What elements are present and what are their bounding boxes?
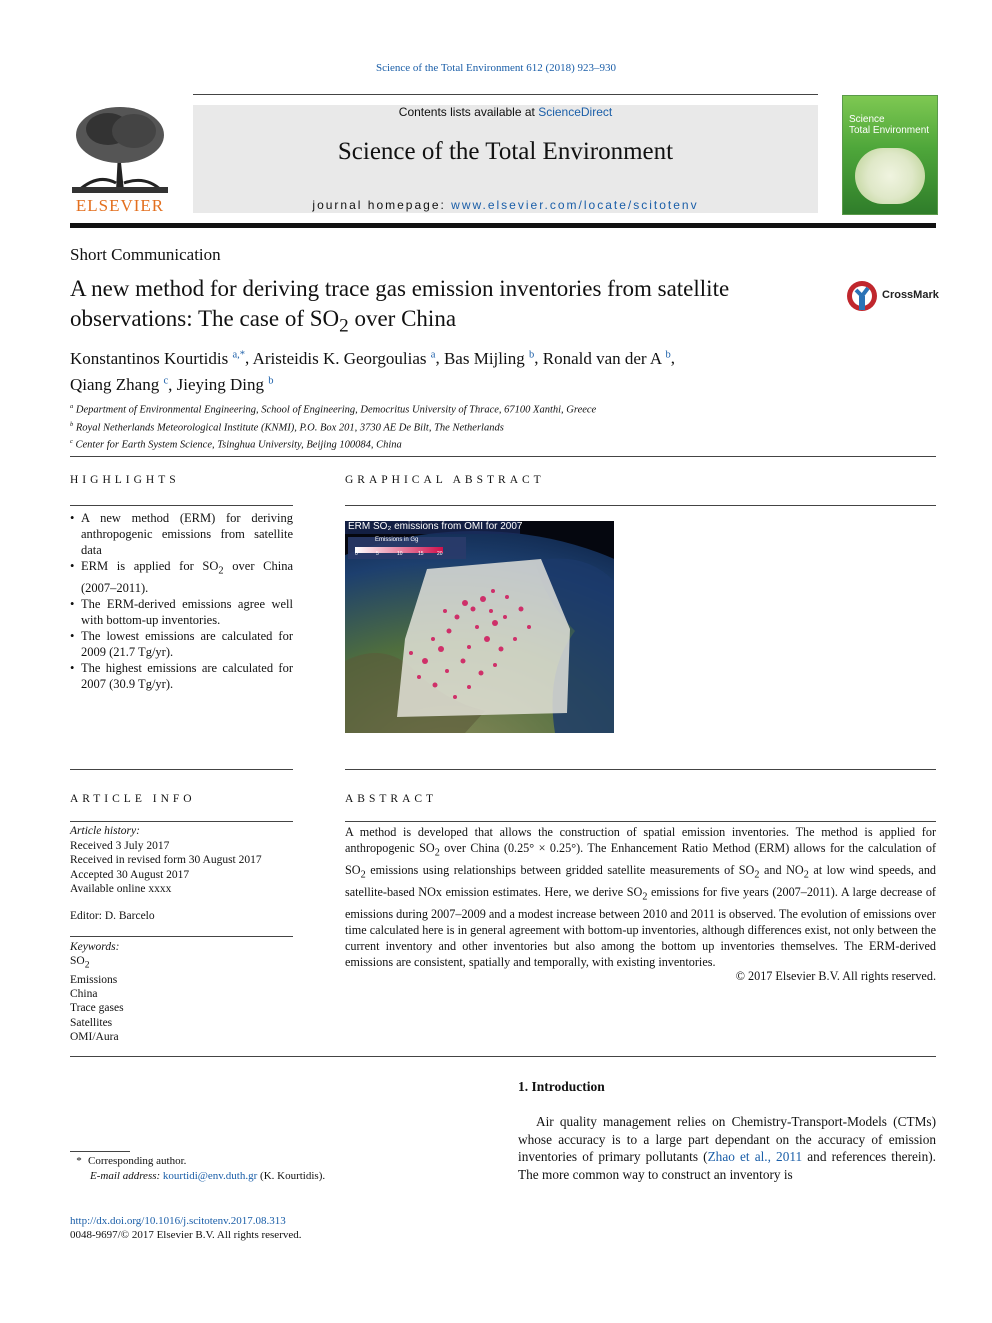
header-thick-rule — [70, 223, 936, 228]
author[interactable] — [444, 349, 534, 368]
abstract-subscript: 2 — [642, 891, 648, 903]
intro-text-post: and references therein). The more common way to construct an inventory is — [518, 1149, 936, 1182]
header-rule — [193, 94, 818, 95]
keyword: China — [70, 988, 98, 1001]
affiliation-text: Department of Environmental Engineering, School of Engineering, Democritus University of Thrace, 67100 Xanthi, Greece — [75, 404, 597, 416]
highlight-text-post: over China (2007–2011). — [81, 559, 293, 595]
author-affiliation-mark[interactable]: a — [430, 349, 436, 360]
highlights-rule — [70, 505, 293, 506]
affiliation-text: Center for Earth System Science, Tsinghua University, Beijing 100084, China — [75, 439, 402, 451]
keyword: Satellites — [70, 1016, 113, 1029]
footnote-mark: * — [76, 1155, 82, 1167]
cover-title-line2: Total Environment — [849, 125, 930, 136]
graphical-abstract-rule — [345, 505, 936, 506]
cover-title — [849, 114, 929, 136]
legend-tick: 10 — [397, 551, 403, 557]
history-item: Accepted 30 August 2017 — [70, 868, 190, 881]
journal-title: Science of the Total Environment — [337, 138, 674, 165]
abstract-part: over China (0.25° × 0.25°). The Enhancement Ratio Method (ERM) allows for the calculation of SO — [345, 841, 936, 878]
author-affiliation-mark[interactable]: a,* — [232, 349, 246, 360]
author[interactable] — [70, 349, 245, 368]
affiliation — [70, 435, 870, 453]
affiliation — [70, 400, 870, 418]
homepage-link[interactable]: www.elsevier.com/locate/scitotenv — [451, 198, 699, 212]
contents-availability — [193, 105, 818, 119]
cover-title-line1: Science — [849, 114, 885, 125]
graphical-abstract-image[interactable] — [345, 521, 614, 733]
email-line — [70, 1169, 325, 1184]
article-type: Short Communication — [70, 245, 221, 264]
journal-cover-thumbnail[interactable] — [842, 95, 938, 215]
title-line2-post: over China — [348, 306, 457, 331]
legend-tick: 0 — [355, 551, 358, 557]
footnote-rule — [70, 1151, 130, 1152]
article-info-heading: ARTICLE INFO — [70, 793, 196, 805]
author-name: Jieying Ding — [176, 375, 265, 395]
author-name: Ronald van der A — [542, 348, 662, 368]
abstract-subscript: 2 — [434, 847, 440, 859]
highlight-subscript: 2 — [218, 565, 224, 577]
crossmark-badge[interactable] — [846, 280, 939, 312]
affiliation — [70, 418, 870, 436]
affiliation-mark: c — [70, 438, 73, 445]
highlight-item — [70, 660, 293, 692]
doi-link[interactable]: http://dx.doi.org/10.1016/j.scitotenv.2017.08.313 — [70, 1215, 286, 1227]
email-link[interactable]: kourtidi@env.duth.gr — [162, 1169, 258, 1182]
highlights-heading: HIGHLIGHTS — [70, 474, 180, 486]
map-title: ERM SO₂ emissions from OMI for 2007 — [348, 521, 523, 532]
highlight-item — [70, 510, 293, 558]
email-label: E-mail address: — [90, 1169, 163, 1182]
highlight-text: ERM is applied for SO — [81, 559, 219, 573]
keywords — [70, 940, 293, 1044]
highlight-item — [70, 628, 293, 660]
editor: Editor: D. Barcelo — [70, 910, 155, 922]
title-subscript: 2 — [339, 315, 349, 337]
keyword: Trace gases — [70, 1002, 124, 1015]
highlight-text: The highest emissions are calculated for 2007 (30.9 Tg/yr). — [81, 660, 293, 691]
author-affiliation-mark[interactable]: b — [268, 375, 274, 387]
legend-tick: 15 — [418, 551, 424, 557]
cover-artwork — [855, 148, 925, 204]
author-name: Bas Mijling — [443, 348, 525, 368]
author-separator: , — [245, 348, 253, 368]
highlight-text: A new method (ERM) for deriving anthropogenic emissions from satellite data — [81, 511, 293, 557]
author[interactable] — [177, 375, 274, 394]
abstract-heading: ABSTRACT — [345, 793, 438, 805]
affiliation-text: Royal Netherlands Meteorological Institute (KNMI), P.O. Box 201, 3730 AE De Bilt, The Netherlands — [75, 422, 504, 433]
history-item: Available online xxxx — [70, 883, 172, 895]
abstract-part: emissions using relationships between gridded satellite measurements of SO — [365, 863, 755, 878]
keyword: Emissions — [70, 973, 118, 986]
corresponding-note — [70, 1154, 325, 1169]
highlight-item — [70, 596, 293, 628]
contents-prefix: Contents lists available at — [398, 105, 539, 119]
abstract-subscript: 2 — [754, 869, 760, 881]
author-separator: , — [670, 348, 676, 368]
keyword: OMI/Aura — [70, 1031, 119, 1044]
title-line1: A new method for deriving trace gas emission inventories from satellite — [70, 276, 730, 301]
author-separator: , — [534, 348, 543, 368]
abstract-copyright: © 2017 Elsevier B.V. All rights reserved. — [735, 969, 936, 983]
footnote — [70, 1154, 325, 1183]
article-info-rule — [70, 821, 293, 822]
author-name: Konstantinos Kourtidis — [70, 348, 229, 368]
legend-tick: 20 — [437, 551, 443, 557]
author-name: Aristeidis K. Georgoulias — [252, 348, 427, 368]
introduction-text — [518, 1113, 936, 1183]
abstract-rule — [345, 821, 936, 822]
author-separator: , — [168, 375, 177, 395]
email-owner: (K. Kourtidis). — [257, 1169, 326, 1182]
abstract-text — [345, 824, 936, 971]
crossmark-label: CrossMark — [882, 289, 939, 301]
author[interactable] — [543, 349, 671, 368]
affiliation-mark: b — [70, 420, 74, 428]
history-item: Received 3 July 2017 — [70, 839, 170, 852]
affiliation-mark: a — [70, 403, 74, 410]
keyword-subscript: 2 — [84, 959, 90, 971]
keywords-rule — [70, 936, 293, 937]
author[interactable] — [70, 375, 168, 394]
corresponding-text: Corresponding author. — [88, 1155, 187, 1167]
highlights-bottom-rule — [70, 769, 293, 770]
author-affiliation-mark[interactable]: b — [665, 349, 671, 360]
highlight-text: The ERM-derived emissions agree well with bottom-up inventories. — [81, 596, 293, 627]
abstract-subscript: 2 — [360, 869, 366, 881]
introduction-heading: 1. Introduction — [518, 1079, 605, 1094]
history-item: Received in revised form 30 August 2017 — [70, 854, 262, 866]
history-label: Article history: — [70, 825, 140, 837]
intro-text-pre: Air quality management relies on Chemistry-Transport-Models (CTMs) whose accuracy is to a large part dependant on the accuracy of emission inventories of primary pollutants ( — [518, 1114, 936, 1164]
homepage-prefix: journal homepage: — [312, 198, 452, 212]
abstract-part: A method is developed that allows the construction of spatial emission inventories. The method is applied for anthropogenic SO — [345, 825, 936, 856]
front-matter-rule — [70, 1056, 936, 1057]
abstract-subscript: 2 — [803, 869, 809, 881]
abstract-part: and NO — [759, 863, 804, 878]
sciencedirect-link[interactable]: ScienceDirect — [538, 105, 613, 119]
legend-title: Emissions in Gg — [375, 537, 419, 543]
keyword-text: SO — [70, 955, 85, 968]
author-separator: , — [435, 348, 444, 368]
graphical-abstract-heading: GRAPHICAL ABSTRACT — [345, 474, 545, 486]
author[interactable] — [253, 349, 436, 368]
affiliation-rule — [70, 456, 936, 457]
highlight-item — [70, 558, 293, 596]
issn-copyright: 0048-9697/© 2017 Elsevier B.V. All rights reserved. — [70, 1229, 302, 1241]
author-list — [70, 343, 830, 396]
journal-reference-link[interactable]: Science of the Total Environment 612 (2018) 923–930 — [375, 62, 617, 74]
keyword — [70, 954, 293, 973]
article-title — [70, 274, 820, 342]
citation-link[interactable]: Zhao et al., 2011 — [707, 1149, 803, 1164]
author-name: Qiang Zhang — [70, 375, 160, 395]
journal-homepage — [193, 198, 818, 212]
title-line2-pre: observations: The case of SO — [70, 306, 340, 331]
affiliations — [70, 400, 870, 453]
author-affiliation-mark[interactable]: c — [163, 375, 169, 387]
abstract-part: at low wind speeds, and satellite-based NOx emission estimates. Here, we derive SO — [345, 863, 937, 899]
elsevier-wordmark: ELSEVIER — [75, 196, 165, 215]
highlight-text: The lowest emissions are calculated for 2009 (21.7 Tg/yr). — [81, 628, 293, 659]
highlights-list — [70, 510, 293, 692]
keywords-label: Keywords: — [70, 941, 120, 953]
article-history — [70, 824, 293, 897]
author-affiliation-mark[interactable]: b — [528, 349, 535, 360]
abstract-part: emissions for five years (2007–2011). A large decrease of emissions during 2007–2009 and a modest increase between 2010 and 2011 is observed. The evolution of emissions over time calculated here is in general agreement with bottom-up inventories, although differences exist, not only between the current inventory and other inventories but also among the bottom up inventories themselves. The ERM-derived emissions are consistent, spatially and temporally, with existing inventories. — [345, 884, 936, 970]
graphical-abstract-bottom-rule — [345, 769, 936, 770]
legend-tick: 5 — [376, 551, 379, 557]
